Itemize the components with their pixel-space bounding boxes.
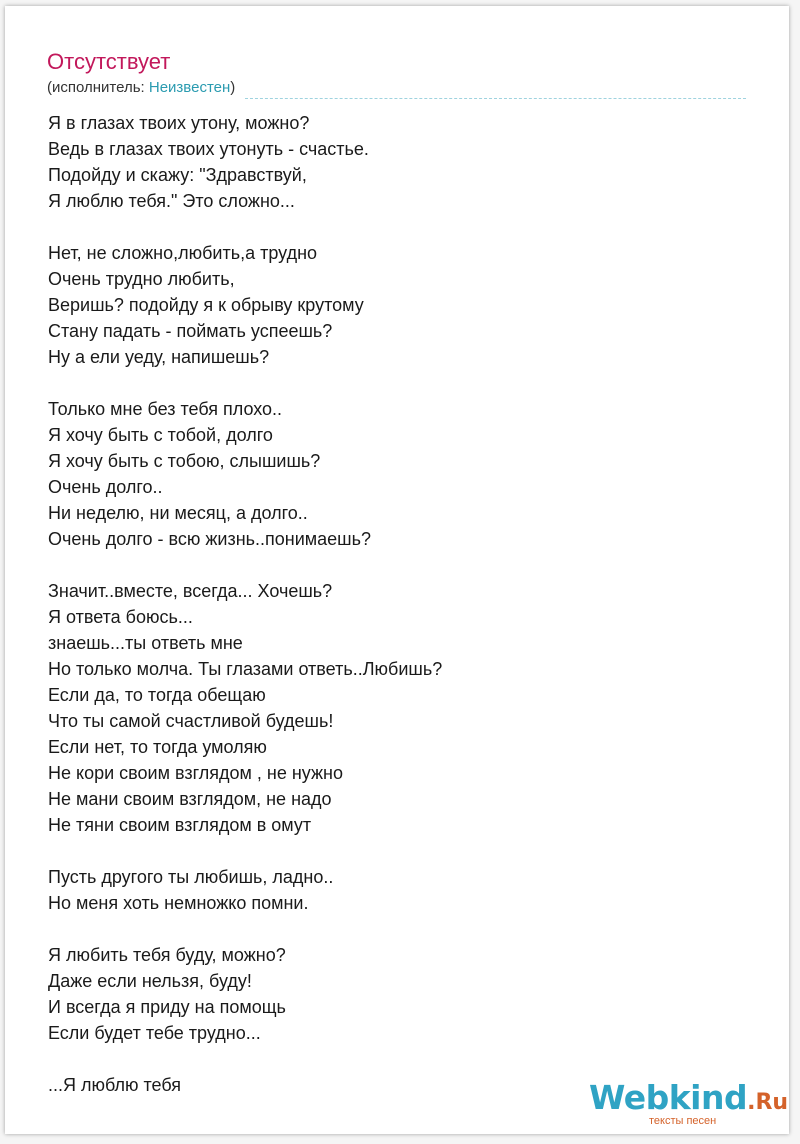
lyric-line: И всегда я приду на помощь <box>48 997 286 1017</box>
lyric-line: Ни неделю, ни месяц, а долго.. <box>48 503 308 523</box>
lyric-line: Значит..вместе, всегда... Хочешь? <box>48 581 333 601</box>
lyric-line: Если нет, то тогда умоляю <box>48 737 267 757</box>
lyric-line: Стану падать - поймать успеешь? <box>48 321 333 341</box>
stanza <box>48 240 748 370</box>
lyric-line: ...Я люблю тебя <box>48 1075 182 1095</box>
lyric-line: Нет, не сложно,любить,а трудно <box>48 243 318 263</box>
lyric-line: Ну а ели уеду, напишешь? <box>48 347 270 367</box>
lyric-line: Очень долго - всю жизнь..понимаешь? <box>48 529 372 549</box>
byline <box>47 79 235 97</box>
lyric-line: Но меня хоть немножко помни. <box>48 893 309 913</box>
stanza <box>48 942 748 1046</box>
lyric-line: Если будет тебе трудно... <box>48 1023 261 1043</box>
stanza <box>48 396 748 552</box>
stanza <box>48 578 748 838</box>
lyric-line: Подойду и скажу: "Здравствуй, <box>48 165 307 185</box>
lyric-line: Очень долго.. <box>48 477 163 497</box>
lyric-line: Если да, то тогда обещаю <box>48 685 266 705</box>
lyric-line: Но только молча. Ты глазами ответь..Любишь? <box>48 659 443 679</box>
lyric-line: Я в глазах твоих утону, можно? <box>48 113 310 133</box>
lyric-line: Даже если нельзя, буду! <box>48 971 252 991</box>
lyric-line: Не мани своим взглядом, не надо <box>48 789 332 809</box>
lyric-line: Я ответа боюсь... <box>48 607 193 627</box>
lyrics-body <box>48 110 748 1124</box>
lyric-line: Только мне без тебя плохо.. <box>48 399 283 419</box>
lyrics-page <box>5 6 789 1134</box>
lyric-line: Я хочу быть с тобою, слышишь? <box>48 451 321 471</box>
lyric-line: знаешь...ты ответь мне <box>48 633 243 653</box>
lyric-line: Я хочу быть с тобой, долго <box>48 425 273 445</box>
byline-suffix: ) <box>230 79 236 96</box>
dashed-divider <box>245 98 746 99</box>
lyric-line: Что ты самой счастливой будешь! <box>48 711 334 731</box>
logo-tagline: тексты песен <box>649 1115 717 1127</box>
lyric-line: Не тяни своим взглядом в омут <box>48 815 312 835</box>
logo-name: Webkind <box>589 1078 748 1117</box>
lyric-line: Ведь в глазах твоих утонуть - счастье. <box>48 139 369 159</box>
webkind-logo[interactable] <box>589 1078 789 1127</box>
logo-tld: .Ru <box>747 1090 789 1115</box>
stanza <box>48 864 748 916</box>
artist-link[interactable]: Неизвестен <box>148 79 231 96</box>
lyric-line: Веришь? подойду я к обрыву крутому <box>48 295 364 315</box>
lyric-line: Очень трудно любить, <box>48 269 235 289</box>
byline-prefix: (исполнитель: <box>47 79 149 96</box>
lyric-line: Я любить тебя буду, можно? <box>48 945 286 965</box>
lyric-line: Пусть другого ты любишь, ладно.. <box>48 867 334 887</box>
stanza <box>48 110 748 214</box>
lyric-line: Я люблю тебя." Это сложно... <box>48 191 295 211</box>
song-title: Отсутствует <box>47 49 171 74</box>
lyric-line: Не кори своим взглядом , не нужно <box>48 763 343 783</box>
